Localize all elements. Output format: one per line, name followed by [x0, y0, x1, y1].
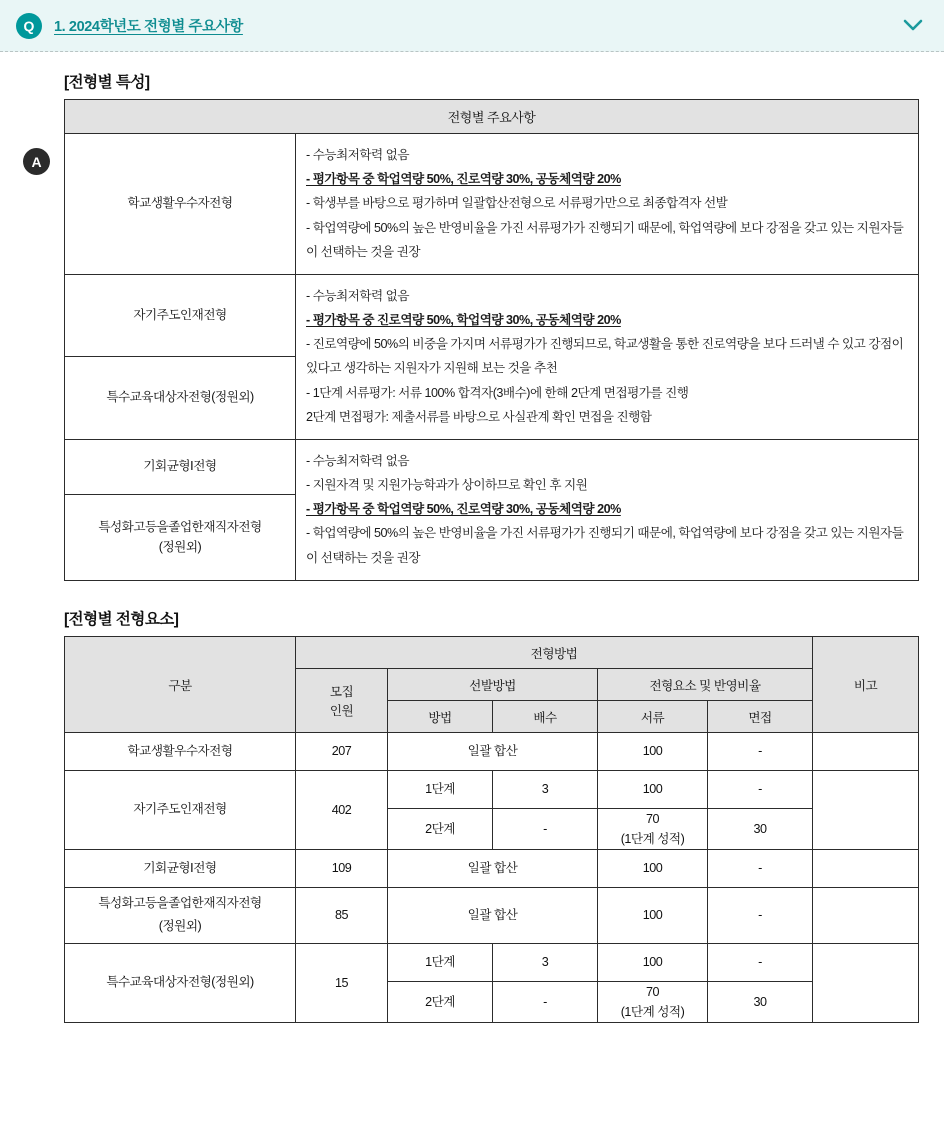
remarks-value [813, 732, 919, 770]
interview-ratio: - [708, 732, 813, 770]
chevron-down-icon[interactable] [900, 13, 926, 39]
selection-method: 2단계 [388, 981, 493, 1022]
table-row [65, 770, 919, 808]
quota-value: 15 [296, 943, 388, 1022]
table-row [65, 888, 919, 944]
selection-method: 1단계 [388, 943, 493, 981]
description-line: - 수능최저학력 없음 [306, 453, 410, 468]
description-line: - 평가항목 중 진로역량 50%, 학업역량 30%, 공동체역량 20% [306, 313, 621, 328]
admission-elements-table [64, 636, 919, 1023]
table-header-row [65, 100, 919, 134]
admission-type-name: 자기주도인재전형 [65, 770, 296, 849]
interview-ratio: - [708, 888, 813, 944]
table-row [65, 943, 919, 981]
question-title-link[interactable]: 1. 2024학년도 전형별 주요사항 [54, 19, 243, 35]
selection-multiple: 3 [493, 943, 598, 981]
description-line: - 학업역량에 50%의 높은 반영비율을 가진 서류평가가 진행되기 때문에, 학업역량에 보다 강점을 갖고 있는 지원자들이 선택하는 것을 권장 [306, 526, 904, 565]
header-method-group: 전형방법 [296, 636, 813, 668]
admission-type-name: 특성화고등을졸업한재직자전형 (정원외) [65, 495, 296, 580]
remarks-value [813, 888, 919, 944]
admission-type-description [296, 134, 919, 275]
quota-value: 109 [296, 850, 388, 888]
admission-type-name: 기회균형Ⅰ전형 [65, 850, 296, 888]
documents-ratio: 100 [598, 770, 708, 808]
remarks-value [813, 943, 919, 1022]
table-row [65, 134, 919, 275]
documents-ratio: 100 [598, 888, 708, 944]
documents-ratio: 100 [598, 732, 708, 770]
table-row [65, 439, 919, 495]
admission-type-name: 특수교육대상자전형(정원외) [65, 357, 296, 440]
selection-method: 일괄 합산 [388, 888, 598, 944]
description-line: - 평가항목 중 학업역량 50%, 진로역량 30%, 공동체역량 20% [306, 172, 621, 187]
interview-ratio: 30 [708, 981, 813, 1022]
table-row [65, 732, 919, 770]
admission-type-name: 특성화고등을졸업한재직자전형 (정원외) [65, 888, 296, 944]
header-remarks: 비고 [813, 636, 919, 732]
header-element-group: 전형요소 및 반영비율 [598, 668, 813, 700]
header-multiple: 배수 [493, 700, 598, 732]
remarks-value [813, 850, 919, 888]
documents-ratio: 70 (1단계 성적) [598, 808, 708, 849]
description-line: - 진로역량에 50%의 비중을 가지며 서류평가가 진행되므로, 학교생활을 통한 진로역량을 보다 드러낼 수 있고 강점이 있다고 생각하는 지원자가 지원해 보는 것을 추천 [306, 337, 904, 376]
description-line: - 수능최저학력 없음 [306, 288, 410, 303]
selection-multiple: - [493, 808, 598, 849]
admission-type-name: 자기주도인재전형 [65, 274, 296, 357]
description-line: - 학생부를 바탕으로 평가하며 일괄합산전형으로 서류평가만으로 최종합격자 선발 [306, 196, 728, 211]
description-line: - 학업역량에 50%의 높은 반영비율을 가진 서류평가가 진행되기 때문에, 학업역량에 보다 강점을 갖고 있는 지원자들이 선택하는 것을 권장 [306, 220, 904, 259]
admission-type-name: 학교생활우수자전형 [65, 134, 296, 275]
header-category: 구분 [65, 636, 296, 732]
selection-method: 1단계 [388, 770, 493, 808]
question-badge: Q [16, 13, 42, 39]
interview-ratio: 30 [708, 808, 813, 849]
header-row-1 [65, 636, 919, 668]
admission-type-description [296, 439, 919, 580]
header-method: 방법 [388, 700, 493, 732]
selection-method: 일괄 합산 [388, 732, 598, 770]
header-selection-group: 선발방법 [388, 668, 598, 700]
admission-characteristics-table [64, 99, 919, 581]
characteristics-table-header: 전형별 주요사항 [65, 100, 919, 134]
description-line: - 평가항목 중 학업역량 50%, 진로역량 30%, 공동체역량 20% [306, 502, 621, 517]
description-line: - 지원자격 및 지원가능학과가 상이하므로 확인 후 지원 [306, 478, 588, 493]
selection-multiple: - [493, 981, 598, 1022]
section-title-characteristics: [전형별 특성] [64, 74, 150, 91]
documents-ratio: 100 [598, 850, 708, 888]
selection-method: 일괄 합산 [388, 850, 598, 888]
selection-method: 2단계 [388, 808, 493, 849]
remarks-value [813, 770, 919, 849]
selection-multiple: 3 [493, 770, 598, 808]
quota-value: 402 [296, 770, 388, 849]
answer-body [0, 52, 944, 1045]
admission-type-description [296, 274, 919, 439]
description-line: 2단계 면접평가: 제출서류를 바탕으로 사실관계 확인 면접을 진행함 [306, 409, 652, 424]
table-row [65, 850, 919, 888]
header-interview: 면접 [708, 700, 813, 732]
answer-badge: A [23, 148, 50, 175]
documents-ratio: 70 (1단계 성적) [598, 981, 708, 1022]
header-quota: 모집 인원 [296, 668, 388, 732]
admission-type-name: 학교생활우수자전형 [65, 732, 296, 770]
description-line: - 1단계 서류평가: 서류 100% 합격자(3배수)에 한해 2단계 면접평가를 진행 [306, 385, 689, 400]
admission-type-name: 특수교육대상자전형(정원외) [65, 943, 296, 1022]
section-title-elements: [전형별 전형요소] [64, 610, 179, 628]
interview-ratio: - [708, 770, 813, 808]
admission-type-name: 기회균형Ⅰ전형 [65, 439, 296, 495]
question-header[interactable] [0, 0, 944, 52]
interview-ratio: - [708, 943, 813, 981]
interview-ratio: - [708, 850, 813, 888]
table-row [65, 274, 919, 357]
documents-ratio: 100 [598, 943, 708, 981]
description-line: - 수능최저학력 없음 [306, 148, 410, 162]
answer-content [64, 70, 918, 1023]
quota-value: 85 [296, 888, 388, 944]
quota-value: 207 [296, 732, 388, 770]
header-documents: 서류 [598, 700, 708, 732]
